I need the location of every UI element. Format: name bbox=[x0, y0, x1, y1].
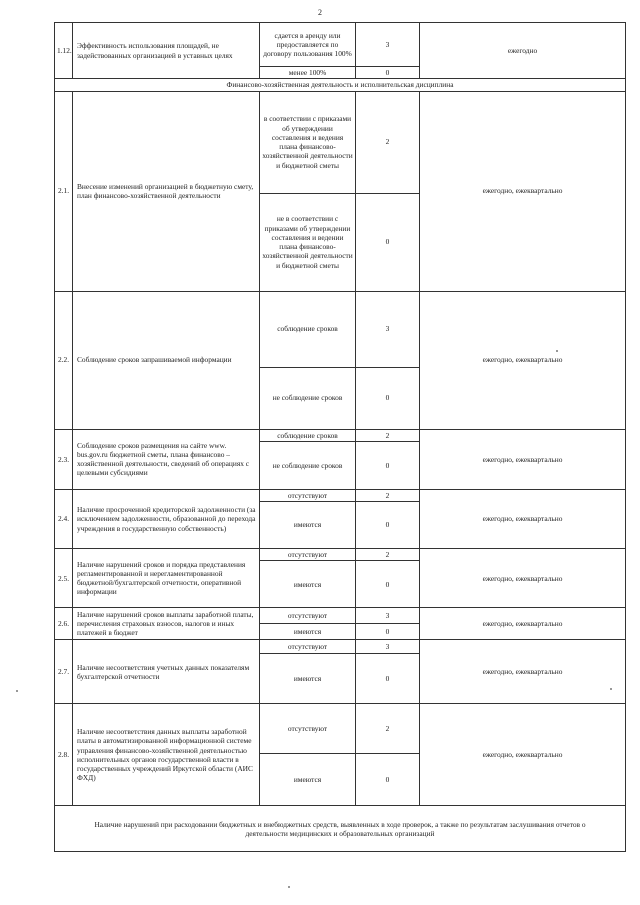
period: ежегодно bbox=[420, 23, 626, 79]
period: ежегодно, ежеквартально bbox=[420, 429, 626, 489]
score: 3 bbox=[356, 640, 420, 654]
indicator-name: Соблюдение сроков размещения на сайте www. bus.gov.ru бюджетной сметы, плана финансово – хозяйственной деятельности, сведений об операциях с целевыми субсидиями bbox=[73, 429, 260, 489]
section-title: Финансово-хозяйственная деятельность и исполнительская дисциплина bbox=[55, 79, 626, 91]
indicator-name: Наличие несоответствия учетных данных показателям бухгалтерской отчетности bbox=[73, 640, 260, 704]
row-number: 2.6. bbox=[55, 608, 73, 640]
score: 3 bbox=[356, 291, 420, 367]
criterion: не соблюдение сроков bbox=[260, 367, 356, 429]
criterion: в соответствии с приказами об утверждении составления и ведения плана финансово-хозяйственной деятельности и бюджетной сметы bbox=[260, 91, 356, 193]
table-row bbox=[55, 608, 626, 624]
scan-speck bbox=[556, 350, 558, 352]
score: 0 bbox=[356, 754, 420, 806]
row-number: 2.1. bbox=[55, 91, 73, 291]
criterion: не в соответствии с приказами об утверждении составления и ведении плана финансово-хозяйственной деятельности и бюджетной сметы bbox=[260, 193, 356, 291]
footer-text: Наличие нарушений при расходовании бюджетных и внебюджетных средств, выявленных в ходе проверок, а также по результатам заслушивания отчетов о деятельности медицинских и образовательных организаций bbox=[55, 806, 626, 852]
criterion: имеются bbox=[260, 754, 356, 806]
period: ежегодно, ежеквартально bbox=[420, 489, 626, 548]
period: ежегодно, ежеквартально bbox=[420, 549, 626, 608]
criteria-table bbox=[54, 22, 626, 852]
table-row bbox=[55, 23, 626, 67]
period: ежегодно, ежеквартально bbox=[420, 608, 626, 640]
table-row bbox=[55, 489, 626, 501]
criterion: отсутствуют bbox=[260, 489, 356, 501]
score: 2 bbox=[356, 489, 420, 501]
score: 2 bbox=[356, 429, 420, 441]
score: 0 bbox=[356, 367, 420, 429]
row-number: 2.2. bbox=[55, 291, 73, 429]
criterion: сдается в аренду или предоставляется по договору пользования 100% bbox=[260, 23, 356, 67]
score: 3 bbox=[356, 608, 420, 624]
row-number: 2.4. bbox=[55, 489, 73, 548]
score: 0 bbox=[356, 67, 420, 79]
table-row bbox=[55, 549, 626, 561]
row-number: 1.12. bbox=[55, 23, 73, 79]
indicator-name: Наличие нарушений сроков и порядка представления регламентированной и нерегламентированной бюджетной/бухгалтерской отчетности, оперативной информации bbox=[73, 549, 260, 608]
criterion: имеются bbox=[260, 624, 356, 640]
table-row bbox=[55, 704, 626, 754]
row-number: 2.3. bbox=[55, 429, 73, 489]
period: ежегодно, ежеквартально bbox=[420, 640, 626, 704]
criterion: имеются bbox=[260, 502, 356, 549]
scan-speck bbox=[288, 886, 290, 888]
row-number: 2.8. bbox=[55, 704, 73, 806]
score: 2 bbox=[356, 91, 420, 193]
score: 0 bbox=[356, 502, 420, 549]
criterion: отсутствуют bbox=[260, 549, 356, 561]
row-number: 2.7. bbox=[55, 640, 73, 704]
indicator-name: Эффективность использования площадей, не задействованных организацией в уставных целях bbox=[73, 23, 260, 79]
score: 3 bbox=[356, 23, 420, 67]
score: 0 bbox=[356, 193, 420, 291]
table-row bbox=[55, 429, 626, 441]
criterion: имеются bbox=[260, 654, 356, 704]
indicator-name: Наличие несоответствия данных выплаты заработной платы в автоматизированной информационной системе управления финансово-хозяйственной деятельностью исполнительных органов государственной власти в государственных учреждений Иркутской области (АИС ФХД) bbox=[73, 704, 260, 806]
table-row bbox=[55, 291, 626, 367]
score: 2 bbox=[356, 549, 420, 561]
scan-speck bbox=[16, 690, 18, 692]
criterion: соблюдение сроков bbox=[260, 429, 356, 441]
criterion: менее 100% bbox=[260, 67, 356, 79]
criterion: соблюдение сроков bbox=[260, 291, 356, 367]
score: 2 bbox=[356, 704, 420, 754]
period: ежегодно, ежеквартально bbox=[420, 91, 626, 291]
indicator-name: Соблюдение сроков запрашиваемой информации bbox=[73, 291, 260, 429]
footer-row bbox=[55, 806, 626, 852]
score: 0 bbox=[356, 654, 420, 704]
scan-speck bbox=[610, 688, 612, 690]
criterion: отсутствуют bbox=[260, 608, 356, 624]
score: 0 bbox=[356, 624, 420, 640]
indicator-name: Наличие нарушений сроков выплаты заработной платы, перечисления страховых взносов, налогов и иных платежей в бюджет bbox=[73, 608, 260, 640]
section-row bbox=[55, 79, 626, 91]
period: ежегодно, ежеквартально bbox=[420, 704, 626, 806]
page-number: 2 bbox=[318, 8, 322, 17]
table-row bbox=[55, 91, 626, 193]
row-number: 2.5. bbox=[55, 549, 73, 608]
score: 0 bbox=[356, 561, 420, 608]
criterion: имеются bbox=[260, 561, 356, 608]
indicator-name: Наличие просроченной кредиторской задолженности (за исключением задолженности, образованной до перехода учреждения в государственную собственность) bbox=[73, 489, 260, 548]
criterion: не соблюдение сроков bbox=[260, 441, 356, 489]
score: 0 bbox=[356, 441, 420, 489]
table-row bbox=[55, 640, 626, 654]
period: ежегодно, ежеквартально bbox=[420, 291, 626, 429]
indicator-name: Внесение изменений организацией в бюджетную смету, план финансово-хозяйственной деятельности bbox=[73, 91, 260, 291]
criterion: отсутствуют bbox=[260, 704, 356, 754]
criterion: отсутствуют bbox=[260, 640, 356, 654]
